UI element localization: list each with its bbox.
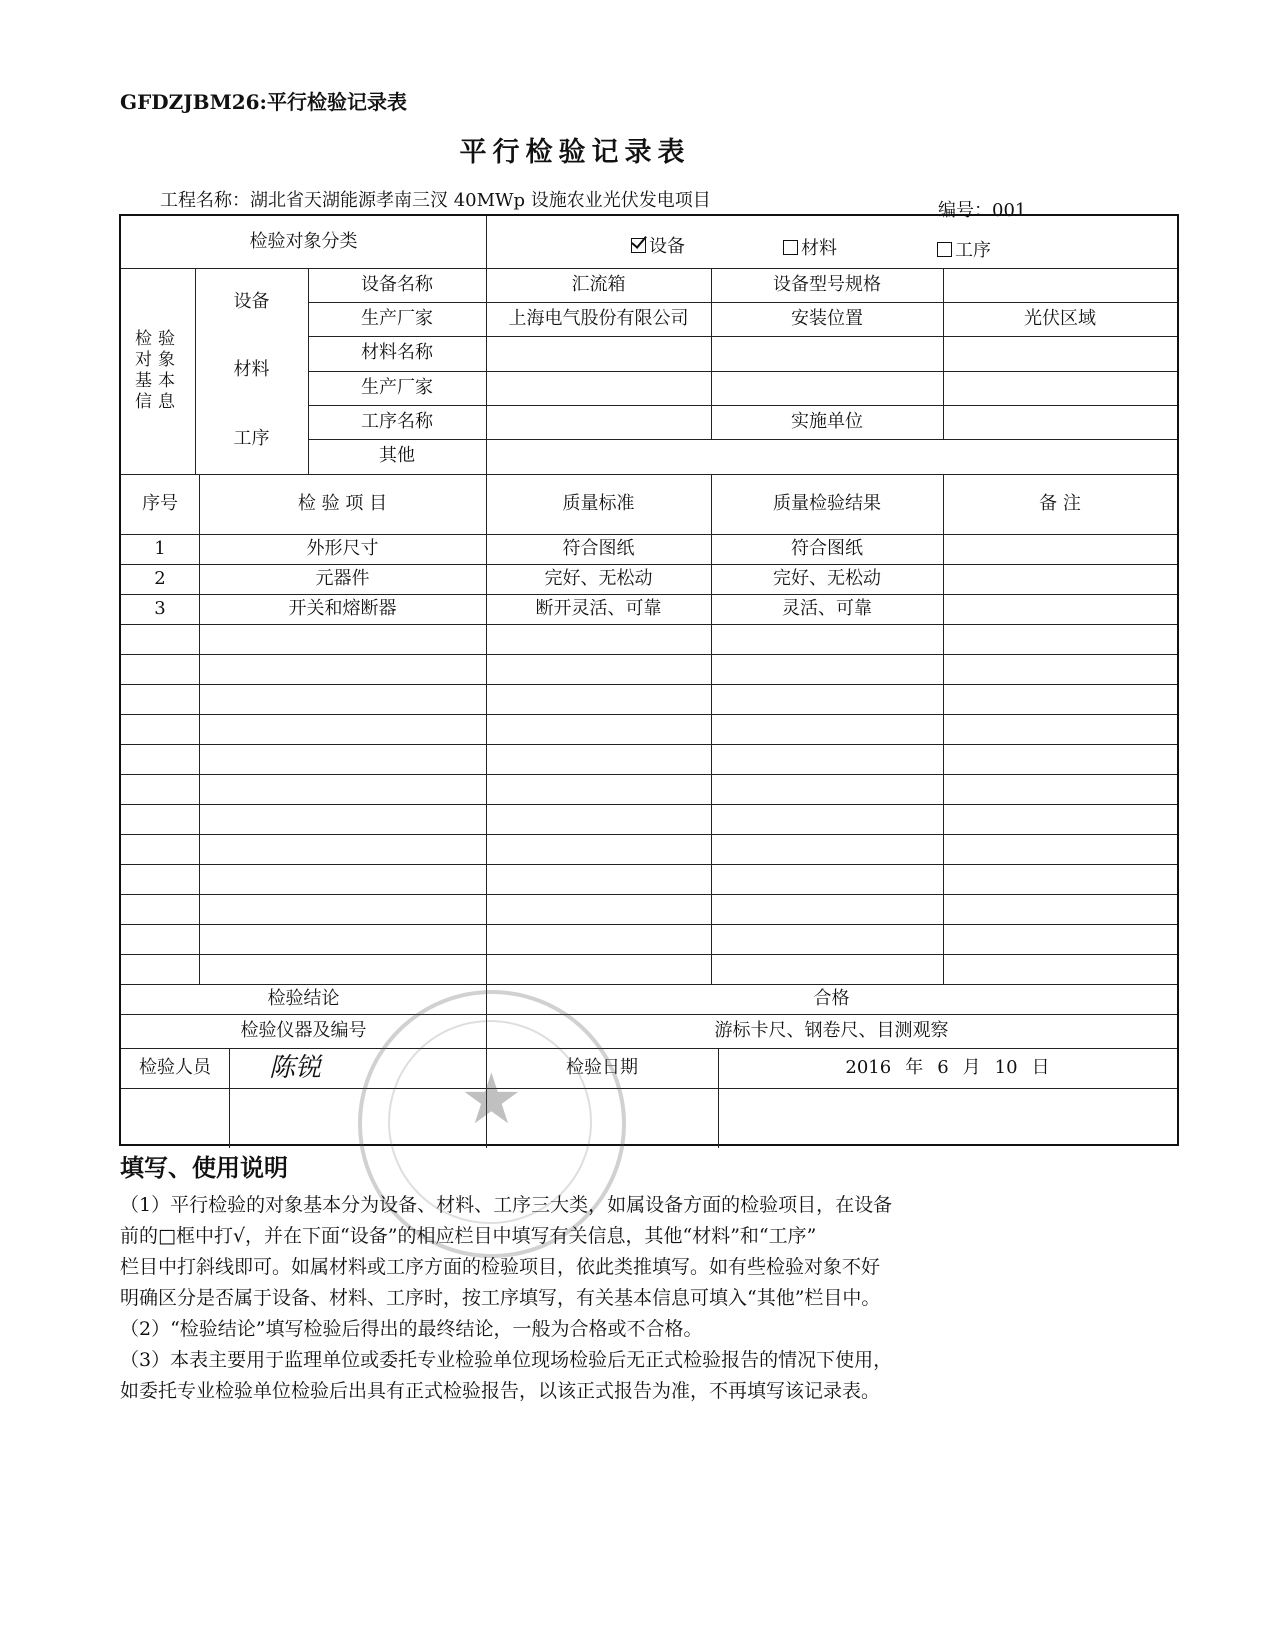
date-month: 6	[937, 1056, 949, 1078]
instruction-line: （3）本表主要用于监理单位或委托专业检验单位现场检验后无正式检验报告的情况下使用，	[120, 1349, 893, 1371]
inspector-label: 检验人员	[139, 1056, 211, 1078]
instruments-label: 检验仪器及编号	[240, 1019, 367, 1041]
item-standard: 符合图纸	[562, 537, 635, 559]
item-standard: 断开灵活、可靠	[535, 597, 662, 619]
instructions-title: 填写、使用说明	[120, 1154, 288, 1182]
material-label: 材料	[233, 359, 270, 381]
item-header: 检 验 项 目	[297, 492, 388, 514]
equipment-model-label: 设备型号规格	[773, 273, 881, 295]
conclusion-value: 合格	[813, 987, 850, 1009]
item-name: 开关和熔断器	[288, 597, 397, 619]
standard-header: 质量标准	[562, 492, 635, 514]
process-other-label: 其他	[379, 445, 415, 467]
star-icon: ★	[460, 1058, 523, 1140]
date-value: 2016 年 6 月 10 日	[845, 1056, 1050, 1078]
equipment-model-value	[943, 268, 1177, 302]
equipment-name-value: 汇流箱	[571, 273, 626, 295]
form-number: 编号：001	[938, 200, 1027, 221]
empty-box-icon	[783, 240, 798, 255]
equipment-label: 设备	[233, 290, 270, 312]
category-label: 检验对象分类	[249, 230, 358, 252]
process-name-label: 工序名称	[361, 410, 433, 432]
inspector-signature: 陈锐	[269, 1052, 322, 1083]
category-option-material[interactable]: 材料	[783, 234, 837, 260]
material-maker-label: 生产厂家	[361, 376, 433, 398]
item-name: 外形尺寸	[306, 537, 379, 559]
category-option-equipment[interactable]: 设备	[631, 232, 685, 258]
item-standard: 完好、无松动	[544, 567, 653, 589]
empty-box-icon	[937, 242, 952, 257]
equipment-location-value: 光伏区域	[1024, 307, 1096, 329]
category-option-process[interactable]: 工序	[937, 236, 991, 262]
conclusion-label: 检验结论	[267, 987, 340, 1009]
instruction-line: （2）“检验结论”填写检验后得出的最终结论，一般为合格或不合格。	[120, 1318, 703, 1340]
instruction-line: 前的□框中打√，并在下面“设备”的相应栏目中填写有关信息，其他“材料”和“工序”	[120, 1225, 817, 1247]
document-code: GFDZJBM26:平行检验记录表	[120, 90, 407, 114]
date-day: 10	[994, 1056, 1018, 1078]
instruments-value: 游标卡尺、钢卷尺、目测观察	[714, 1019, 949, 1041]
date-year: 2016	[845, 1056, 892, 1078]
result-header: 质量检验结果	[773, 492, 881, 514]
note-header: 备 注	[1039, 492, 1081, 514]
item-name: 元器件	[315, 567, 370, 589]
item-seq: 1	[154, 537, 166, 559]
item-seq: 2	[154, 567, 166, 589]
basic-info-group-label: 检验对象基本信息	[135, 328, 181, 413]
process-label: 工序	[233, 428, 270, 450]
date-label: 检验日期	[566, 1056, 638, 1078]
form-title: 平行检验记录表	[459, 137, 691, 168]
equipment-maker-value: 上海电气股份有限公司	[508, 307, 689, 329]
process-unit-label: 实施单位	[791, 410, 863, 432]
seq-header: 序号	[142, 492, 178, 514]
inspection-form	[119, 214, 1179, 1146]
checked-box-icon	[631, 238, 646, 253]
item-result: 完好、无松动	[773, 567, 881, 589]
item-seq: 3	[154, 597, 166, 619]
item-result: 灵活、可靠	[782, 597, 872, 619]
instruction-line: （1）平行检验的对象基本分为设备、材料、工序三大类，如属设备方面的检验项目，在设备	[120, 1194, 893, 1216]
instruction-line: 明确区分是否属于设备、材料、工序时，按工序填写，有关基本信息可填入“其他”栏目中。	[120, 1287, 881, 1309]
equipment-location-label: 安装位置	[791, 307, 863, 329]
equipment-maker-label: 生产厂家	[361, 307, 433, 329]
equipment-name-label: 设备名称	[361, 273, 433, 295]
material-name-label: 材料名称	[361, 342, 433, 364]
instruction-line: 如委托专业检验单位检验后出具有正式检验报告，以该正式报告为准，不再填写该记录表。	[120, 1380, 881, 1402]
item-result: 符合图纸	[791, 537, 863, 559]
project-name: 工程名称：湖北省天湖能源孝南三汊 40MWp 设施农业光伏发电项目	[160, 190, 711, 211]
instruction-line: 栏目中打斜线即可。如属材料或工序方面的检验项目，依此类推填写。如有些检验对象不好	[120, 1256, 881, 1278]
